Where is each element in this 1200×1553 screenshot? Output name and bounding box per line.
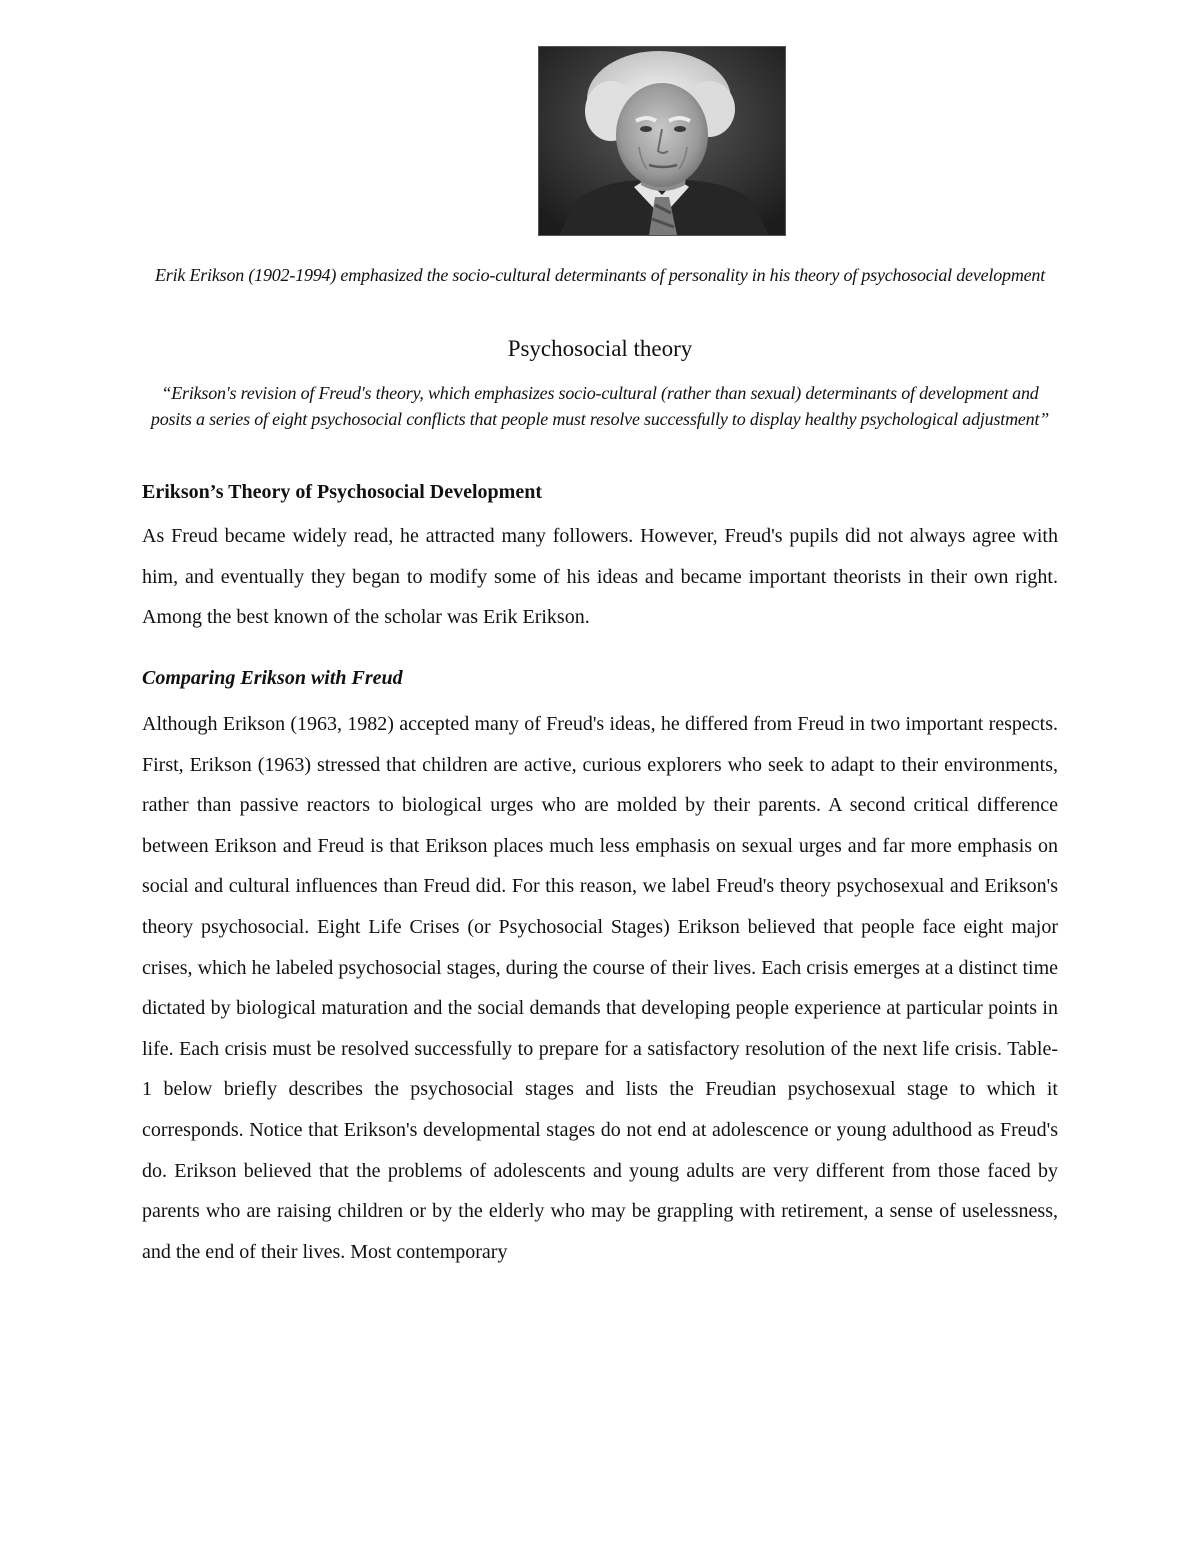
paragraph-theory: As Freud became widely read, he attracted many followers. However, Freud's pupils did not always agree with him, and eventually they began to modify some of his ideas and became important theorists in their own right. Among the best known of the scholar was Erik Erikson. (142, 525, 1058, 629)
definition-quote: “Erikson's revision of Freud's theory, which emphasizes socio-cultural (rather than sexual) determinants of development and posits a series of eight psychosocial conflicts that people must resolve successfully to display healthy psychological adjustment” (150, 383, 1050, 429)
paragraph-compare: Although Erikson (1963, 1982) accepted many of Freud's ideas, he differed from Freud in two important respects. First, Erikson (1963) stressed that children are active, curious explorers who seek to adapt to their environments, rather than passive reactors to biological urges who are molded by their parents. A second critical difference between Erikson and Freud is that Erikson places much less emphasis on sexual urges and far more emphasis on social and cultural influences than Freud did. For this reason, we label Freud's theory psychosexual and Erikson's theory psychosocial. Eight Life Crises (or Psychosocial Stages) Erikson believed that people face eight major crises, which he labeled psychosocial stages, during the course of their lives. Each crisis emerges at a distinct time dictated by biological maturation and the social demands that developing people experience at particular points in life. Each crisis must be resolved successfully to prepare for a satisfactory resolution of the next life crisis. Table-1 below briefly describes the psychosocial stages and lists the Freudian psychosexual stage to which it corresponds. Notice that Erikson's developmental stages do not end at adolescence or young adulthood as Freud's do. Erikson believed that the problems of adolescents and young adults are very different from those faced by parents who are raising children or by the elderly who may be grappling with retirement, a sense of uselessness, and the end of their lives. Most contemporary (142, 713, 1058, 1263)
page-title: Psychosocial theory (507, 336, 693, 361)
section-heading-compare: Comparing Erikson with Freud (142, 667, 403, 689)
photo-caption: Erik Erikson (1902-1994) emphasized the socio-cultural determinants of personality in his theory of psychosocial development (154, 265, 1046, 285)
portrait-photo (538, 46, 786, 236)
portrait-illustration (539, 47, 785, 235)
section-heading-theory: Erikson’s Theory of Psychosocial Development (142, 481, 542, 503)
